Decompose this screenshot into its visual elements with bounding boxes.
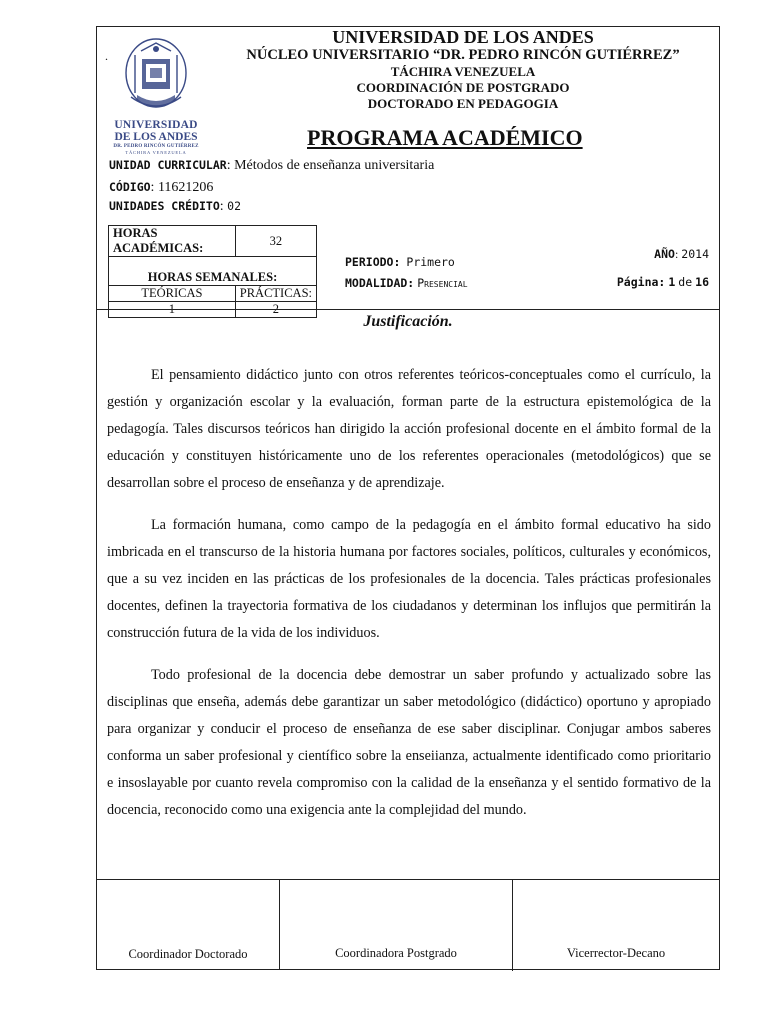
location: TÁCHIRA VENEZUELA	[390, 64, 536, 79]
practice-value: 2	[235, 301, 316, 317]
modality-row	[345, 276, 468, 291]
signature-label: Vicerrector-Decano	[566, 946, 666, 960]
stray-dot: .	[105, 49, 108, 63]
credits-label: UNIDADES CRÉDITO	[109, 199, 220, 213]
hours-table	[108, 225, 317, 318]
paragraph: La formación humana, como campo de la pedagogía en el ámbito formal educativo ha sido imbricada en el transcurso de la historia humana por factores sociales, políticos, culturales y económicos, que a su vez inciden en las prácticas de los profesionales de la docencia. Tales prácticas profesionales docentes, definen la trayectoria formativa de los ciudadanos y determinan los influjos que permitirán la construcción futura de la vida de los individuos.	[107, 517, 711, 641]
logo-line-1: UNIVERSIDAD	[114, 119, 198, 131]
section-title: Justificación.	[363, 313, 453, 330]
year-value: 2014	[681, 247, 709, 261]
year-row: AÑO: 2014	[654, 247, 709, 261]
code-row: CÓDIGO: 11621206	[109, 180, 214, 195]
signature-label: Coordinadora Postgrado	[335, 946, 457, 960]
academic-hours-label: HORAS ACADÉMICAS:	[109, 226, 236, 257]
university-seal-icon	[101, 37, 211, 117]
theory-value: 1	[109, 301, 236, 317]
practice-label: PRÁCTICAS:	[235, 285, 316, 301]
page-current: 1	[668, 275, 676, 289]
university-logo	[101, 37, 211, 161]
code-value: 11621206	[157, 180, 214, 195]
period-label: PERIODO:	[345, 255, 401, 269]
period-value: Primero	[406, 255, 455, 269]
paragraph: Todo profesional de la docencia debe demostrar un saber profundo y actualizado sobre las disciplinas que enseña, además debe garantizar un saber metodológico (didáctico) oportuno y apropiado para organizar y conducir el proceso de enseñanza de ese saber disciplinar. Conjugar ambos saberes conforma un saber profesional y científico sobre la enseiianza, actualmente identificado como prioritario e insoslayable por cuanto revela compromiso con la calidad de la enseñanza y el sentido formativo de la docencia, reconocido como una exigencia ante la complejidad del mundo.	[107, 667, 711, 818]
header-divider	[97, 309, 719, 310]
code-label: CÓDIGO	[109, 180, 151, 194]
modality-label: MODALIDAD:	[345, 276, 415, 290]
logo-line-3: DR. PEDRO RINCÓN GUTIÉRREZ	[113, 144, 199, 149]
modality-value: Presencial	[417, 276, 468, 290]
academic-hours-value: 32	[235, 226, 316, 257]
unit-label: UNIDAD CURRICULAR	[109, 158, 227, 172]
logo-line-2: DE LOS ANDES	[114, 131, 198, 143]
signature-box-coordinator-doctorate	[97, 879, 280, 970]
logo-line-4: TÁCHIRA VENEZUELA	[125, 150, 187, 155]
hours-gap	[109, 257, 317, 270]
coordination: COORDINACIÓN DE POSTGRADO	[356, 80, 570, 95]
unit-row: UNIDAD CURRICULAR: Métodos de enseñanza universitaria	[109, 158, 435, 173]
page-total: 16	[695, 275, 709, 289]
program-title: PROGRAMA ACADÉMICO	[307, 125, 583, 150]
page-of: de	[678, 275, 693, 289]
body-text	[107, 362, 711, 839]
theory-label: TEÓRICAS	[109, 285, 236, 301]
page-label: Página:	[616, 275, 666, 289]
credits-value: 02	[227, 199, 242, 213]
signature-box-vicerrector	[513, 879, 719, 971]
unit-value: Métodos de enseñanza universitaria	[234, 158, 435, 173]
page-indicator	[617, 275, 709, 290]
document-frame	[96, 26, 720, 970]
year-label: AÑO	[654, 247, 675, 261]
doctorate: DOCTORADO EN PEDAGOGIA	[367, 96, 559, 111]
signature-label: Coordinador Doctorado	[128, 947, 248, 961]
period-row	[345, 255, 455, 270]
credits-row: UNIDADES CRÉDITO: 02	[109, 199, 242, 214]
nucleus-name: NÚCLEO UNIVERSITARIO “DR. PEDRO RINCÓN GUTIÉRREZ”	[246, 47, 680, 63]
university-name: UNIVERSIDAD DE LOS ANDES	[332, 27, 594, 47]
header-titles	[207, 27, 719, 112]
weekly-hours-label: HORAS SEMANALES:	[109, 270, 317, 286]
signature-box-coordinator-postgrado	[280, 879, 513, 971]
paragraph: El pensamiento didáctico junto con otros referentes teóricos-conceptuales como el currículo, la gestión y organización escolar y la evaluación, forman parte de la estructura epistemológica de la pedagogía. Tales discursos teóricos han dirigido la acción profesional docente en el ámbito formal de la educación y constituyen históricamente uno de los referentes operacionales (metodológicos) que se desarrollan sobre el proceso de enseñanza y de aprendizaje.	[107, 367, 711, 491]
